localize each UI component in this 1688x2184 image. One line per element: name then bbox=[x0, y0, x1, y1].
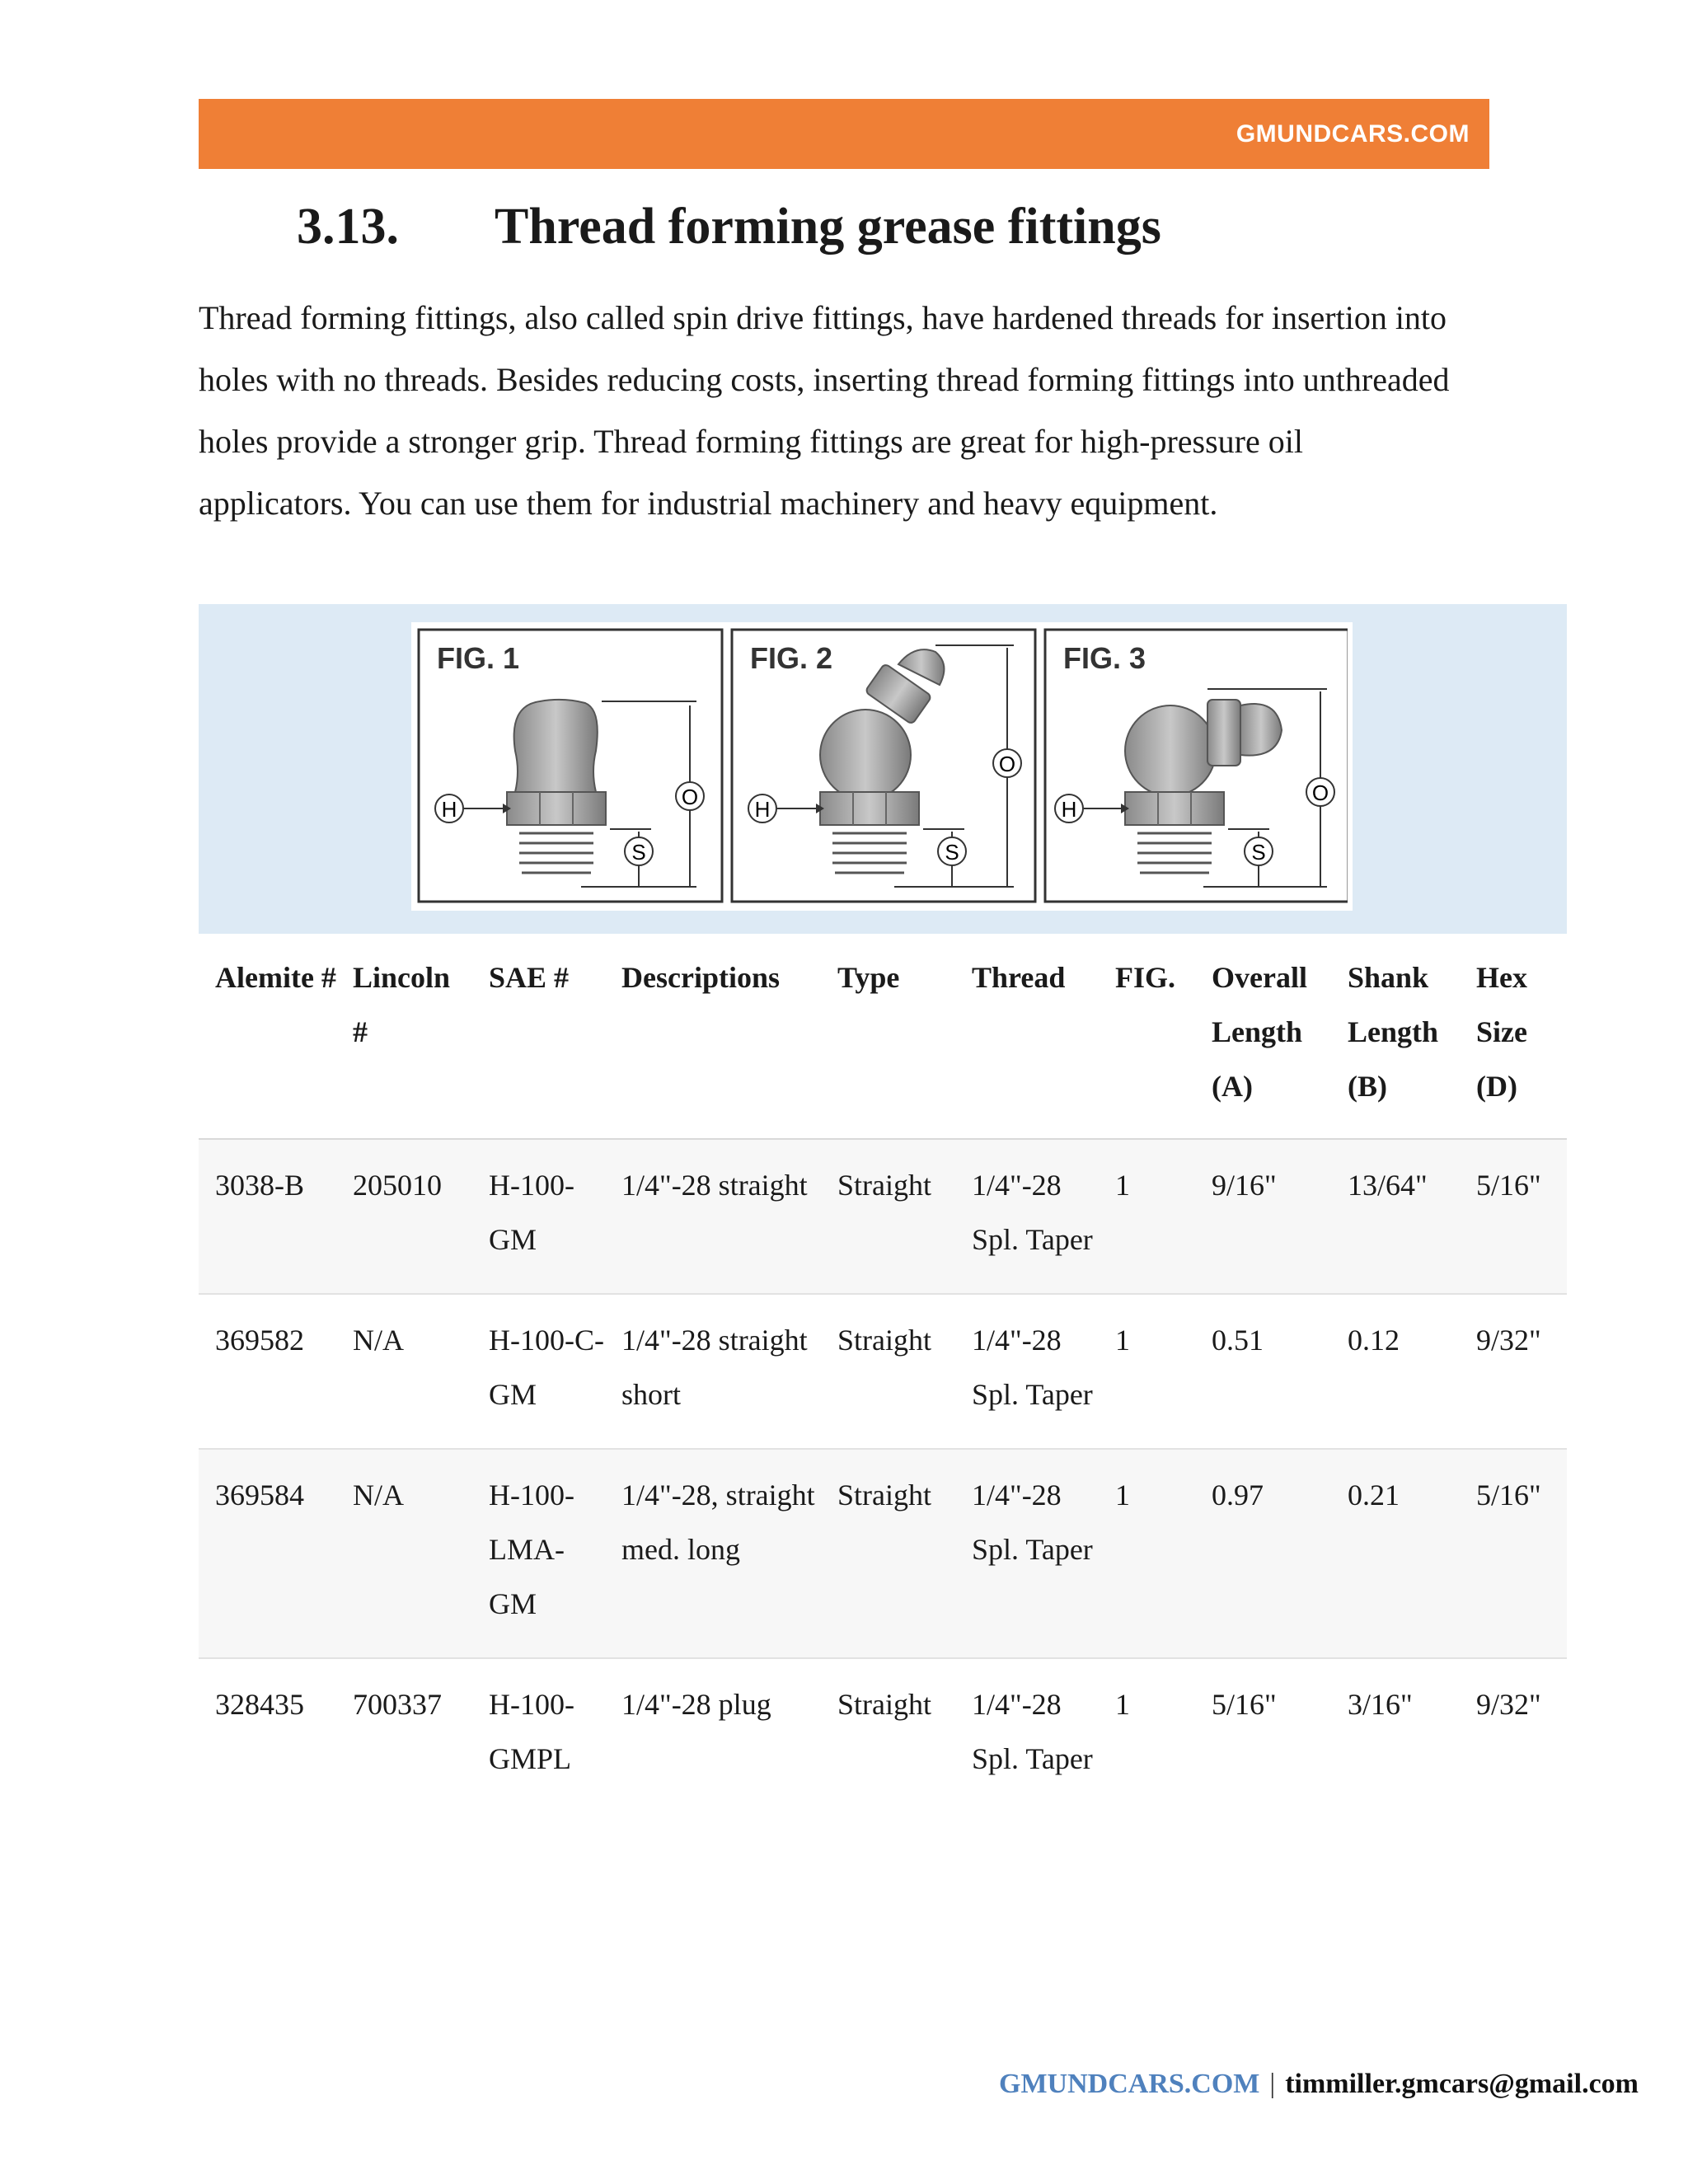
cell-thread: 1/4"-28 Spl. Taper bbox=[955, 1658, 1099, 1812]
cell-fig: 1 bbox=[1099, 1139, 1195, 1294]
cell-overall-length: 9/16" bbox=[1195, 1139, 1331, 1294]
table-header-row bbox=[199, 934, 1567, 1139]
cell-thread: 1/4"-28 Spl. Taper bbox=[955, 1449, 1099, 1658]
cell-sae: H-100-LMA-GM bbox=[472, 1449, 605, 1658]
cell-alemite: 369584 bbox=[199, 1449, 336, 1658]
cell-alemite: 328435 bbox=[199, 1658, 336, 1812]
cell-sae: H-100-GMPL bbox=[472, 1658, 605, 1812]
cell-alemite: 369582 bbox=[199, 1294, 336, 1449]
cell-hex-size: 9/32" bbox=[1460, 1658, 1567, 1812]
cell-fig: 1 bbox=[1099, 1658, 1195, 1812]
cell-lincoln: 700337 bbox=[336, 1658, 472, 1812]
cell-sae: H-100-C-GM bbox=[472, 1294, 605, 1449]
fig2-panel bbox=[732, 630, 1035, 902]
table-row bbox=[199, 1294, 1567, 1449]
col-header-fig: FIG. bbox=[1099, 934, 1195, 1139]
cell-type: Straight bbox=[821, 1658, 955, 1812]
fig3-panel bbox=[1045, 630, 1348, 902]
cell-thread: 1/4"-28 Spl. Taper bbox=[955, 1294, 1099, 1449]
figure-panel bbox=[199, 604, 1567, 934]
col-header-descriptions: Descriptions bbox=[605, 934, 821, 1139]
cell-description: 1/4"-28 plug bbox=[605, 1658, 821, 1812]
footer-email-link[interactable]: timmiller.gmcars@gmail.com bbox=[1285, 2069, 1639, 2099]
header-bar bbox=[199, 99, 1489, 169]
fig2-h-label: H bbox=[754, 797, 771, 822]
col-header-shank-length: Shank Length (B) bbox=[1331, 934, 1460, 1139]
col-header-alemite: Alemite # bbox=[199, 934, 336, 1139]
cell-thread: 1/4"-28 Spl. Taper bbox=[955, 1139, 1099, 1294]
fig1-o-label: O bbox=[681, 785, 699, 809]
cell-description: 1/4"-28 straight bbox=[605, 1139, 821, 1294]
cell-fig: 1 bbox=[1099, 1294, 1195, 1449]
cell-type: Straight bbox=[821, 1294, 955, 1449]
cell-fig: 1 bbox=[1099, 1449, 1195, 1658]
cell-shank-length: 0.12 bbox=[1331, 1294, 1460, 1449]
cell-description: 1/4"-28, straight med. long bbox=[605, 1449, 821, 1658]
cell-description: 1/4"-28 straight short bbox=[605, 1294, 821, 1449]
section-title bbox=[297, 198, 1161, 256]
fig2-s-label: S bbox=[945, 840, 959, 865]
cell-shank-length: 0.21 bbox=[1331, 1449, 1460, 1658]
footer-separator: | bbox=[1269, 2069, 1276, 2099]
fig3-s-label: S bbox=[1251, 840, 1266, 865]
cell-shank-length: 13/64" bbox=[1331, 1139, 1460, 1294]
col-header-lincoln: Lincoln # bbox=[336, 934, 472, 1139]
cell-alemite: 3038-B bbox=[199, 1139, 336, 1294]
section-title-text: Thread forming grease fittings bbox=[495, 199, 1161, 255]
cell-hex-size: 5/16" bbox=[1460, 1139, 1567, 1294]
col-header-hex-size: Hex Size (D) bbox=[1460, 934, 1567, 1139]
fig3-h-label: H bbox=[1061, 797, 1077, 822]
col-header-type: Type bbox=[821, 934, 955, 1139]
cell-lincoln: 205010 bbox=[336, 1139, 472, 1294]
col-header-overall-length: Overall Length (A) bbox=[1195, 934, 1331, 1139]
intro-paragraph: Thread forming fittings, also called spin drive fittings, have hardened threads for insertion into holes with no threads. Besides reducing costs, inserting thread forming fittings into unthreaded holes provide a stronger grip. Thread forming fittings are great for high-pressure oil applicators. You can use them for industrial machinery and heavy equipment. bbox=[199, 299, 1450, 522]
cell-type: Straight bbox=[821, 1449, 955, 1658]
fig2-label: FIG. 2 bbox=[750, 641, 833, 675]
cell-hex-size: 5/16" bbox=[1460, 1449, 1567, 1658]
section-number: 3.13. bbox=[297, 199, 399, 255]
col-header-sae: SAE # bbox=[472, 934, 605, 1139]
cell-overall-length: 0.51 bbox=[1195, 1294, 1331, 1449]
cell-sae: H-100-GM bbox=[472, 1139, 605, 1294]
cell-lincoln: N/A bbox=[336, 1449, 472, 1658]
cell-overall-length: 5/16" bbox=[1195, 1658, 1331, 1812]
fig2-o-label: O bbox=[998, 752, 1016, 776]
table-row bbox=[199, 1139, 1567, 1294]
col-header-thread: Thread bbox=[955, 934, 1099, 1139]
fig1-label: FIG. 1 bbox=[437, 641, 520, 675]
header-site-label: GMUNDCARS.COM bbox=[1236, 120, 1470, 148]
fittings-figure bbox=[411, 622, 1353, 911]
cell-overall-length: 0.97 bbox=[1195, 1449, 1331, 1658]
cell-shank-length: 3/16" bbox=[1331, 1658, 1460, 1812]
fig1-h-label: H bbox=[441, 797, 457, 822]
table-row bbox=[199, 1658, 1567, 1812]
cell-type: Straight bbox=[821, 1139, 955, 1294]
table-row bbox=[199, 1449, 1567, 1658]
cell-lincoln: N/A bbox=[336, 1294, 472, 1449]
fig3-label: FIG. 3 bbox=[1063, 641, 1146, 675]
fig3-o-label: O bbox=[1311, 780, 1329, 805]
fig1-s-label: S bbox=[631, 840, 646, 865]
fittings-table bbox=[199, 934, 1567, 1812]
fig1-panel bbox=[419, 630, 722, 902]
footer-site-link[interactable]: GMUNDCARS.COM bbox=[999, 2069, 1260, 2099]
cell-hex-size: 9/32" bbox=[1460, 1294, 1567, 1449]
page-footer bbox=[999, 2069, 1639, 2100]
